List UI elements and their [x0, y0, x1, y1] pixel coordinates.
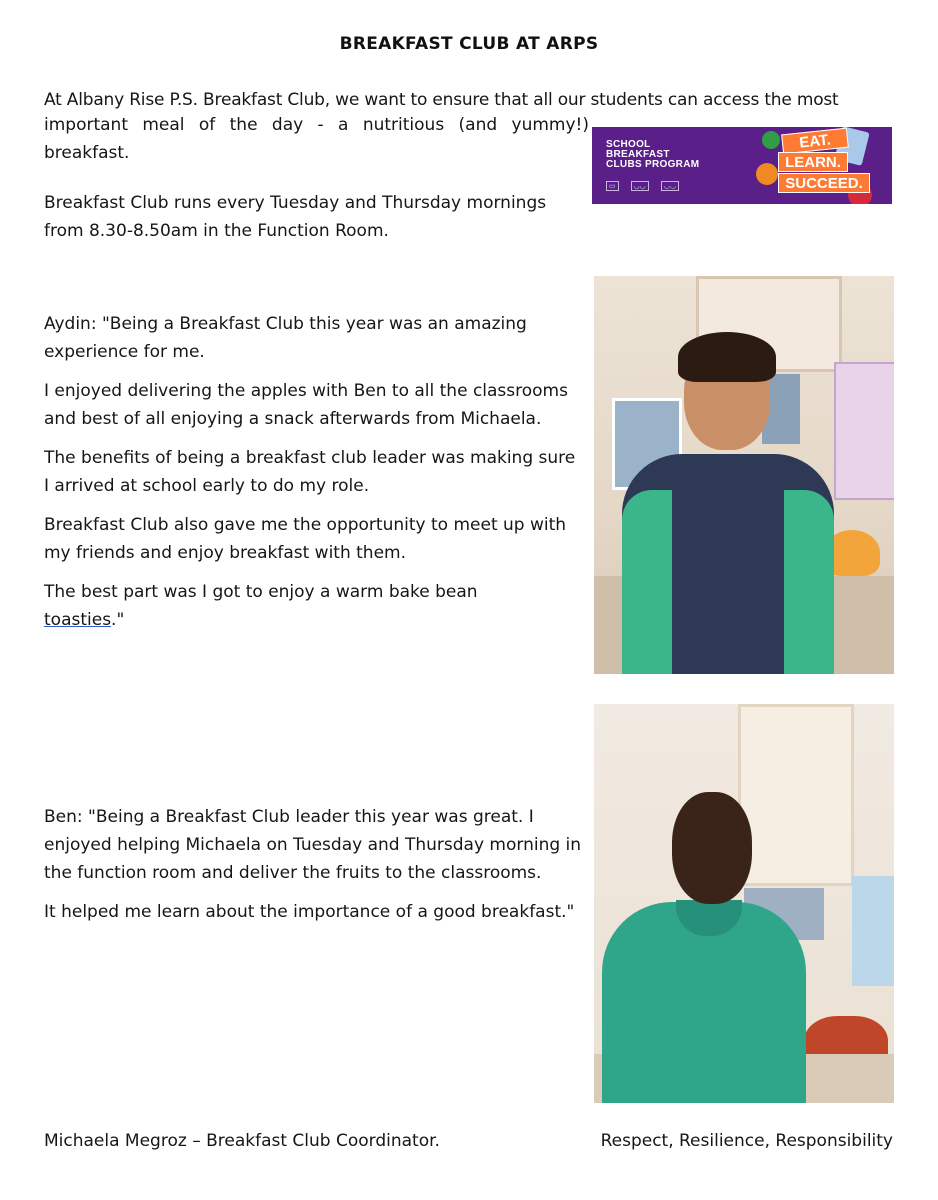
- slogan-succeed: SUCCEED.: [778, 173, 870, 193]
- aydin-paragraph-4: Breakfast Club also gave me the opportunity to meet up with my friends and enjoy breakfast with them.: [44, 515, 567, 563]
- toasties-word: toasties: [44, 610, 112, 630]
- banner-logos: [606, 181, 689, 191]
- calendar-poster: [834, 362, 894, 500]
- ben-quote: [44, 803, 584, 937]
- schedule-text: Breakfast Club runs every Tuesday and Thursday mornings from 8.30-8.50am in the Function Room.: [44, 193, 547, 241]
- aydin-p5-end: .": [111, 610, 125, 630]
- orange-icon: [756, 163, 778, 185]
- jacket-right-sleeve: [784, 490, 834, 674]
- slogan-learn: LEARN.: [778, 152, 848, 172]
- aydin-quote: [44, 310, 584, 645]
- jacket-left-sleeve: [622, 490, 672, 674]
- intro-continuation: important meal of the day - a nutritious (and yummy!) breakfast.: [44, 115, 589, 163]
- page-title: BREAKFAST CLUB AT ARPS: [339, 34, 599, 54]
- coordinator-signature: Michaela Megroz – Breakfast Club Coordinator.: [44, 1131, 440, 1151]
- intro-first-line: At Albany Rise P.S. Breakfast Club, we want to ensure that all our students can access the most: [44, 90, 839, 110]
- ben-paragraph-2: It helped me learn about the importance of a good breakfast.": [44, 902, 575, 922]
- aydin-paragraph-2: I enjoyed delivering the apples with Ben to all the classrooms and best of all enjoying a snack afterwards from Michaela.: [44, 381, 568, 429]
- breakfast-clubs-program-banner: [592, 127, 892, 204]
- ben-photo: [594, 704, 894, 1103]
- apple-green-icon: [762, 131, 780, 149]
- foodbank-logo-icon: ◡◡: [631, 181, 649, 191]
- aydin-paragraph-5: [44, 578, 584, 634]
- ben-paragraph-1: Ben: "Being a Breakfast Club leader this year was great. I enjoyed helping Michaela on Tuesday and Thursday morning in the function room and deliver the fruits to the classrooms.: [44, 807, 582, 883]
- vic-gov-logo-icon: ◡◡: [661, 181, 679, 191]
- wall-artwork-frame: [738, 704, 854, 886]
- flag-icon: ▭: [606, 181, 619, 191]
- school-values: Respect, Resilience, Responsibility: [600, 1131, 893, 1151]
- poster-right: [852, 876, 894, 986]
- aydin-paragraph-3: The benefits of being a breakfast club leader was making sure I arrived at school early to do my role.: [44, 448, 576, 496]
- banner-title: SCHOOL BREAKFAST CLUBS PROGRAM: [606, 139, 700, 170]
- student-face: [672, 792, 752, 904]
- aydin-p5-start: The best part was I got to enjoy a warm bake bean: [44, 582, 478, 602]
- aydin-paragraph-1: Aydin: "Being a Breakfast Club this year was an amazing experience for me.: [44, 314, 527, 362]
- aydin-photo: [594, 276, 894, 674]
- slogan-eat: EAT.: [781, 128, 849, 155]
- student-hair: [678, 332, 776, 382]
